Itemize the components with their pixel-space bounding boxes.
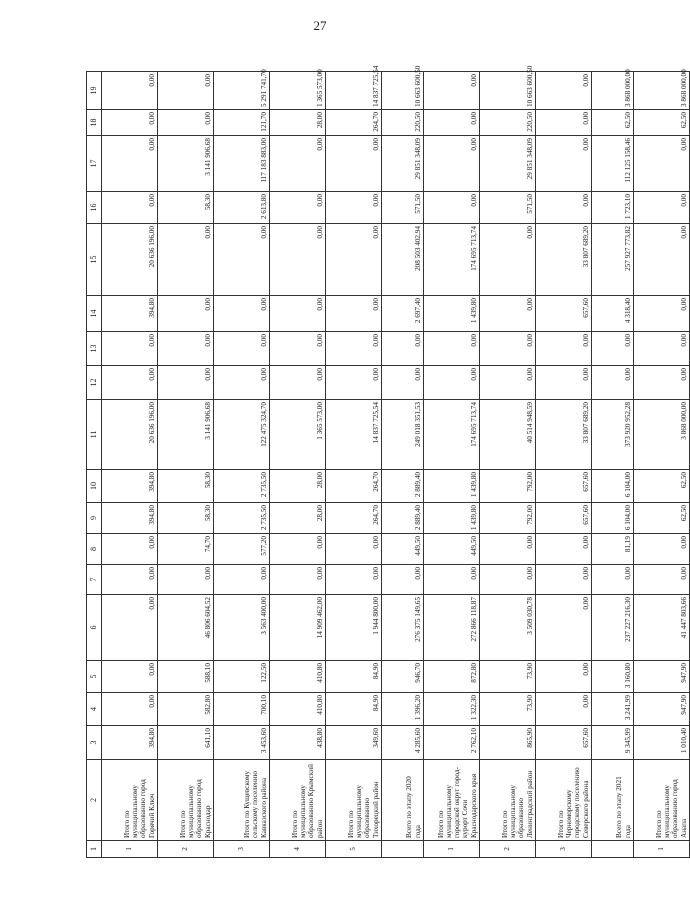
value-cell: 0,00 xyxy=(326,296,382,332)
value-cell: 394,80 xyxy=(102,470,158,503)
value-cell: 394,80 xyxy=(102,296,158,332)
value-cell: 947,90 xyxy=(634,661,690,693)
value-cell: 0,00 xyxy=(592,565,634,595)
value-cell: 264,70 xyxy=(326,110,382,136)
value-cell: 0,00 xyxy=(102,72,158,110)
row-name-cell: Итого по муниципальному образованию город Анапа xyxy=(634,760,690,841)
value-cell: 74,70 xyxy=(158,534,214,565)
value-cell: 0,00 xyxy=(592,332,634,366)
value-cell: 0,00 xyxy=(214,224,270,296)
column-header: 3 xyxy=(87,726,102,760)
value-cell: 0,00 xyxy=(326,565,382,595)
column-header: 1 xyxy=(87,841,102,858)
value-cell: 0,00 xyxy=(214,366,270,400)
value-cell: 0,00 xyxy=(270,192,326,224)
row-number-cell: 4 xyxy=(270,841,326,858)
column-header: 18 xyxy=(87,110,102,136)
value-cell: 0,00 xyxy=(270,366,326,400)
value-cell: 0,00 xyxy=(102,661,158,693)
value-cell: 0,00 xyxy=(158,565,214,595)
value-cell: 3 868 000,00 xyxy=(592,72,634,110)
value-cell: 0,00 xyxy=(158,224,214,296)
value-cell: 657,60 xyxy=(536,503,592,534)
value-cell: 3 868 000,00 xyxy=(634,72,690,110)
value-cell: 0,00 xyxy=(536,332,592,366)
value-cell: 33 807 689,20 xyxy=(536,400,592,470)
row-number-cell: 5 xyxy=(326,841,382,858)
table-row xyxy=(480,72,536,858)
value-cell: 865,90 xyxy=(480,726,536,760)
value-cell: 29 851 348,09 xyxy=(382,136,424,192)
table-header xyxy=(87,72,102,858)
value-cell: 0,00 xyxy=(634,224,690,296)
value-cell: 0,00 xyxy=(634,332,690,366)
value-cell: 0,00 xyxy=(424,110,480,136)
value-cell: 0,00 xyxy=(326,224,382,296)
column-header: 14 xyxy=(87,296,102,332)
value-cell: 571,50 xyxy=(382,192,424,224)
value-cell: 0,00 xyxy=(536,661,592,693)
row-name-cell: Итого по Черноморскому городскому поселению Северского района xyxy=(536,760,592,841)
value-cell: 112 125 158,46 xyxy=(592,136,634,192)
value-cell: 0,00 xyxy=(270,332,326,366)
value-cell: 0,00 xyxy=(382,366,424,400)
value-cell: 0,00 xyxy=(326,366,382,400)
value-cell: 588,10 xyxy=(158,661,214,693)
value-cell: 0,00 xyxy=(536,366,592,400)
value-cell: 20 636 196,00 xyxy=(102,400,158,470)
value-cell: 0,00 xyxy=(382,332,424,366)
value-cell: 2 613,80 xyxy=(214,192,270,224)
value-cell: 272 866 118,87 xyxy=(424,595,480,661)
value-cell: 2 697,40 xyxy=(382,296,424,332)
value-cell: 0,00 xyxy=(270,565,326,595)
rotated-table-container xyxy=(86,65,688,858)
value-cell: 10 663 600,50 xyxy=(480,72,536,110)
row-number-cell: 3 xyxy=(536,841,592,858)
value-cell: 0,00 xyxy=(634,534,690,565)
value-cell: 700,10 xyxy=(214,693,270,726)
value-cell: 6 104,00 xyxy=(592,470,634,503)
value-cell: 58,30 xyxy=(158,470,214,503)
value-cell: 4 285,60 xyxy=(382,726,424,760)
row-name-cell: Итого по муниципальному образованию город Горячий Ключ xyxy=(102,760,158,841)
value-cell: 249 018 351,53 xyxy=(382,400,424,470)
value-cell: 0,00 xyxy=(158,110,214,136)
value-cell: 40 514 948,59 xyxy=(480,400,536,470)
value-cell: 0,00 xyxy=(326,332,382,366)
value-cell: 394,80 xyxy=(102,503,158,534)
value-cell: 872,80 xyxy=(424,661,480,693)
value-cell: 264,70 xyxy=(326,503,382,534)
table-row xyxy=(158,72,214,858)
column-header: 15 xyxy=(87,224,102,296)
value-cell: 0,00 xyxy=(102,534,158,565)
value-cell: 14 909 462,00 xyxy=(270,595,326,661)
value-cell: 0,00 xyxy=(270,296,326,332)
value-cell: 0,00 xyxy=(634,366,690,400)
value-cell: 2 889,40 xyxy=(382,503,424,534)
value-cell: 0,00 xyxy=(102,110,158,136)
value-cell: 220,50 xyxy=(382,110,424,136)
value-cell: 1 439,80 xyxy=(424,503,480,534)
value-cell: 3 141 906,68 xyxy=(158,400,214,470)
value-cell: 394,80 xyxy=(102,726,158,760)
value-cell: 10 663 600,50 xyxy=(382,72,424,110)
value-cell: 349,60 xyxy=(326,726,382,760)
column-header: 16 xyxy=(87,192,102,224)
data-table xyxy=(86,65,690,858)
value-cell: 0,00 xyxy=(480,366,536,400)
table-row xyxy=(634,72,690,858)
value-cell: 1 439,80 xyxy=(424,296,480,332)
value-cell: 1 365 573,00 xyxy=(270,72,326,110)
value-cell: 577,20 xyxy=(214,534,270,565)
value-cell: 0,00 xyxy=(634,136,690,192)
row-number-cell xyxy=(382,841,424,858)
value-cell: 438,80 xyxy=(270,726,326,760)
value-cell: 1 365 573,00 xyxy=(270,400,326,470)
value-cell: 0,00 xyxy=(424,192,480,224)
value-cell: 0,00 xyxy=(480,534,536,565)
value-cell: 62,50 xyxy=(634,110,690,136)
value-cell: 0,00 xyxy=(634,192,690,224)
value-cell: 84,90 xyxy=(326,693,382,726)
value-cell: 0,00 xyxy=(536,534,592,565)
column-header: 19 xyxy=(87,72,102,110)
value-cell: 0,00 xyxy=(634,296,690,332)
value-cell: 0,00 xyxy=(326,192,382,224)
column-header: 2 xyxy=(87,760,102,841)
value-cell: 373 920 952,28 xyxy=(592,400,634,470)
value-cell: 449,50 xyxy=(424,534,480,565)
value-cell: 657,60 xyxy=(536,726,592,760)
value-cell: 0,00 xyxy=(158,296,214,332)
value-cell: 0,00 xyxy=(326,136,382,192)
value-cell: 0,00 xyxy=(480,224,536,296)
value-cell: 0,00 xyxy=(270,136,326,192)
value-cell: 276 375 149,65 xyxy=(382,595,424,661)
value-cell: 1 439,80 xyxy=(424,470,480,503)
table-row xyxy=(214,72,270,858)
value-cell: 2 762,10 xyxy=(424,726,480,760)
value-cell: 73,90 xyxy=(480,693,536,726)
value-cell: 0,00 xyxy=(536,72,592,110)
row-number-cell: 3 xyxy=(214,841,270,858)
value-cell: 46 806 604,52 xyxy=(158,595,214,661)
value-cell: 3 509 030,78 xyxy=(480,595,536,661)
value-cell: 0,00 xyxy=(536,595,592,661)
page-number: 27 xyxy=(313,18,327,33)
value-cell: 641,10 xyxy=(158,726,214,760)
value-cell: 0,00 xyxy=(480,332,536,366)
value-cell: 1 322,30 xyxy=(424,693,480,726)
column-header: 17 xyxy=(87,136,102,192)
row-number-cell: 1 xyxy=(634,841,690,858)
value-cell: 2 735,50 xyxy=(214,503,270,534)
value-cell: 5 291 741,70 xyxy=(214,72,270,110)
value-cell: 0,00 xyxy=(270,224,326,296)
value-cell: 582,80 xyxy=(158,693,214,726)
value-cell: 14 837 725,54 xyxy=(326,400,382,470)
value-cell: 0,00 xyxy=(536,136,592,192)
value-cell: 73,90 xyxy=(480,661,536,693)
value-cell: 208 503 402,94 xyxy=(382,224,424,296)
column-header: 10 xyxy=(87,470,102,503)
value-cell: 122 475 324,70 xyxy=(214,400,270,470)
value-cell: 4 318,40 xyxy=(592,296,634,332)
value-cell: 9 345,99 xyxy=(592,726,634,760)
row-name-cell: Итого по муниципальному городской округ город-курорт Сочи Краснодарского края xyxy=(424,760,480,841)
value-cell: 58,30 xyxy=(158,503,214,534)
value-cell: 0,00 xyxy=(634,565,690,595)
value-cell: 0,00 xyxy=(102,595,158,661)
value-cell: 0,00 xyxy=(592,366,634,400)
column-header: 4 xyxy=(87,693,102,726)
value-cell: 0,00 xyxy=(102,366,158,400)
table-body xyxy=(102,65,690,858)
row-name-cell: Всего по этапу 2021 года xyxy=(592,760,634,841)
row-number-cell: 2 xyxy=(480,841,536,858)
value-cell: 0,00 xyxy=(424,565,480,595)
value-cell: 0,00 xyxy=(158,72,214,110)
table-row xyxy=(424,72,480,858)
row-name-cell: Итого по муниципальному образованию Крымский район xyxy=(270,760,326,841)
value-cell: 0,00 xyxy=(102,565,158,595)
value-cell: 264,70 xyxy=(326,470,382,503)
value-cell: 0,00 xyxy=(214,296,270,332)
value-cell: 62,50 xyxy=(634,503,690,534)
value-cell: 33 807 689,20 xyxy=(536,224,592,296)
value-cell: 0,00 xyxy=(424,136,480,192)
table-row xyxy=(592,72,634,858)
value-cell: 410,80 xyxy=(270,661,326,693)
value-cell: 0,00 xyxy=(382,565,424,595)
column-header: 12 xyxy=(87,366,102,400)
value-cell: 174 695 713,74 xyxy=(424,224,480,296)
value-cell: 62,50 xyxy=(634,470,690,503)
column-header: 7 xyxy=(87,565,102,595)
table-row xyxy=(102,72,158,858)
value-cell: 947,90 xyxy=(634,693,690,726)
value-cell: 121,70 xyxy=(214,110,270,136)
value-cell: 0,00 xyxy=(214,332,270,366)
value-cell: 237 227 216,30 xyxy=(592,595,634,661)
value-cell: 0,00 xyxy=(536,192,592,224)
table-row xyxy=(382,72,424,858)
row-name-cell: Итого по Кущевскому сельскому поселению Кавказского района xyxy=(214,760,270,841)
value-cell: 81,19 xyxy=(592,534,634,565)
value-cell: 84,90 xyxy=(326,661,382,693)
row-name-cell: Итого по муниципальному образованию город Краснодар xyxy=(158,760,214,841)
row-name-cell: Итого по муниципальному образованию Ленинградский район xyxy=(480,760,536,841)
row-name-cell: Всего по этапу 2020 года xyxy=(382,760,424,841)
table-row xyxy=(536,72,592,858)
value-cell: 0,00 xyxy=(270,534,326,565)
value-cell: 3 868 000,00 xyxy=(634,400,690,470)
value-cell: 657,60 xyxy=(536,470,592,503)
value-cell: 20 636 196,00 xyxy=(102,224,158,296)
value-cell: 62,50 xyxy=(592,110,634,136)
value-cell: 571,50 xyxy=(480,192,536,224)
value-cell: 28,00 xyxy=(270,503,326,534)
value-cell: 6 104,00 xyxy=(592,503,634,534)
value-cell: 0,00 xyxy=(480,296,536,332)
column-header: 11 xyxy=(87,400,102,470)
value-cell: 792,00 xyxy=(480,470,536,503)
column-header: 8 xyxy=(87,534,102,565)
value-cell: 41 447 803,66 xyxy=(634,595,690,661)
value-cell: 946,70 xyxy=(382,661,424,693)
table-row xyxy=(270,72,326,858)
value-cell: 3 141 906,68 xyxy=(158,136,214,192)
value-cell: 1 723,10 xyxy=(592,192,634,224)
value-cell: 0,00 xyxy=(536,693,592,726)
value-cell: 29 851 348,09 xyxy=(480,136,536,192)
value-cell: 1 944 800,00 xyxy=(326,595,382,661)
row-name-cell: Итого по муниципальному образованию Тихорецкий район xyxy=(326,760,382,841)
value-cell: 3 453,60 xyxy=(214,726,270,760)
value-cell: 449,50 xyxy=(382,534,424,565)
value-cell: 58,30 xyxy=(158,192,214,224)
value-cell: 0,00 xyxy=(102,136,158,192)
column-header: 6 xyxy=(87,595,102,661)
row-number-cell: 1 xyxy=(424,841,480,858)
column-header: 13 xyxy=(87,332,102,366)
value-cell: 0,00 xyxy=(102,332,158,366)
value-cell: 410,80 xyxy=(270,693,326,726)
value-cell: 3 160,80 xyxy=(592,661,634,693)
value-cell: 0,00 xyxy=(102,192,158,224)
value-cell: 14 837 725,54 xyxy=(326,72,382,110)
row-number-cell xyxy=(592,841,634,858)
table-row xyxy=(326,72,382,858)
value-cell: 0,00 xyxy=(158,366,214,400)
value-cell: 0,00 xyxy=(536,110,592,136)
value-cell: 3 241,99 xyxy=(592,693,634,726)
value-cell: 0,00 xyxy=(214,565,270,595)
row-number-cell: 1 xyxy=(102,841,158,858)
value-cell: 3 563 400,00 xyxy=(214,595,270,661)
value-cell: 0,00 xyxy=(424,332,480,366)
value-cell: 1 396,20 xyxy=(382,693,424,726)
value-cell: 28,00 xyxy=(270,470,326,503)
value-cell: 0,00 xyxy=(424,72,480,110)
value-cell: 220,50 xyxy=(480,110,536,136)
value-cell: 122,50 xyxy=(214,661,270,693)
value-cell: 0,00 xyxy=(102,693,158,726)
value-cell: 2 735,50 xyxy=(214,470,270,503)
value-cell: 0,00 xyxy=(536,565,592,595)
column-header: 5 xyxy=(87,661,102,693)
value-cell: 0,00 xyxy=(158,332,214,366)
value-cell: 0,00 xyxy=(480,565,536,595)
value-cell: 257 927 773,82 xyxy=(592,224,634,296)
row-number-cell: 2 xyxy=(158,841,214,858)
value-cell: 174 695 713,74 xyxy=(424,400,480,470)
value-cell: 1 010,40 xyxy=(634,726,690,760)
value-cell: 0,00 xyxy=(326,534,382,565)
value-cell: 117 183 883,00 xyxy=(214,136,270,192)
value-cell: 657,60 xyxy=(536,296,592,332)
column-header: 9 xyxy=(87,503,102,534)
value-cell: 792,00 xyxy=(480,503,536,534)
value-cell: 28,00 xyxy=(270,110,326,136)
value-cell: 2 889,40 xyxy=(382,470,424,503)
value-cell: 0,00 xyxy=(424,366,480,400)
